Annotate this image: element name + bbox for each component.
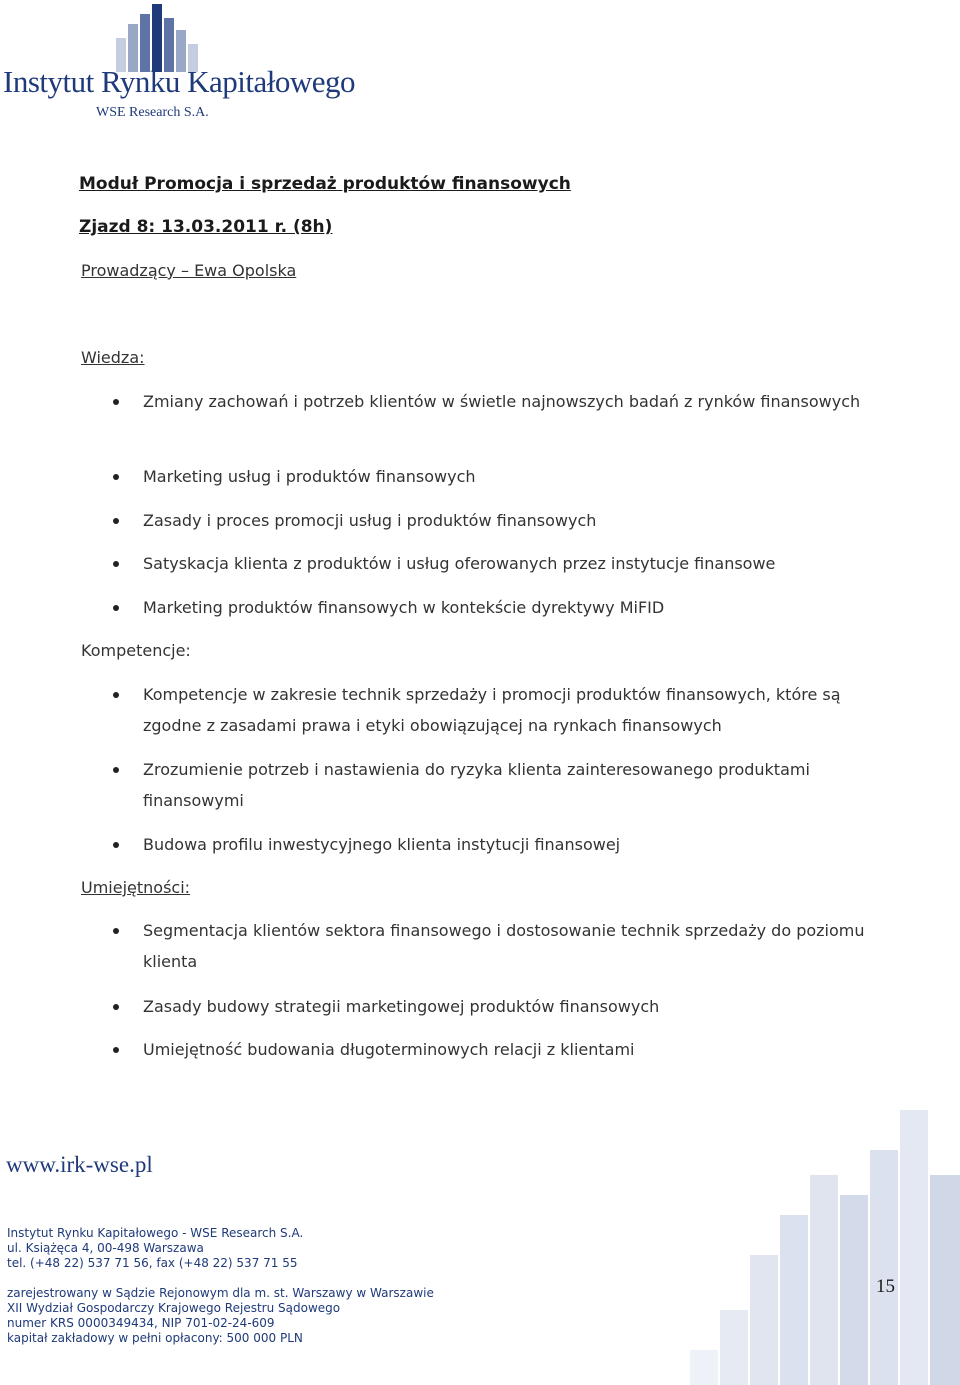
website-link[interactable]: www.irk-wse.pl [6, 1152, 153, 1177]
footer-capital: kapitał zakładowy w pełni opłacony: 500 000 PLN [7, 1331, 303, 1345]
session-info: Zjazd 8: 13.03.2011 r. (8h) [79, 217, 333, 237]
list-item [143, 505, 883, 536]
footer-phone: tel. (+48 22) 537 71 56, fax (+48 22) 537 71 55 [7, 1256, 298, 1270]
section-heading-umiejetnosci: Umiejętności: [81, 878, 191, 897]
section-heading-kompetencje: Kompetencje: [81, 641, 191, 660]
company-logo [0, 0, 356, 125]
bullet-icon [113, 842, 119, 848]
list-item [143, 592, 883, 623]
bullet-icon [113, 561, 119, 567]
logo-subtitle: WSE Research S.A. [96, 105, 209, 120]
bullet-icon [113, 399, 119, 405]
list-item [143, 991, 883, 1022]
logo-bars-graphic [0, 0, 300, 72]
list-item-text: Marketing produktów finansowych w kontekście dyrektywy MiFID [143, 598, 665, 617]
footer-registration: zarejestrowany w Sądzie Rejonowym dla m. st. Warszawy w Warszawie [7, 1286, 434, 1300]
list-item [143, 461, 883, 492]
list-item [143, 915, 883, 977]
bullet-icon [113, 928, 119, 934]
list-item [143, 1034, 883, 1065]
list-item-text: Zasady budowy strategii marketingowej produktów finansowych [143, 997, 660, 1016]
bullet-icon [113, 1004, 119, 1010]
list-item [143, 548, 883, 579]
footer-court: XII Wydział Gospodarczy Krajowego Rejestru Sądowego [7, 1301, 341, 1315]
list-item-text: Marketing usług i produktów finansowych [143, 467, 476, 486]
bullet-icon [113, 474, 119, 480]
bullet-icon [113, 518, 119, 524]
list-item-text: Kompetencje w zakresie technik sprzedaży i promocji produktów finansowych, które są zgodne z zasadami prawa i etyki obowiązującej na rynkach finansowych [143, 685, 841, 735]
module-title: Moduł Promocja i sprzedaż produktów finansowych [79, 174, 571, 194]
list-item [143, 829, 883, 860]
bullet-icon [113, 1047, 119, 1053]
footer-bars-graphic [680, 1105, 960, 1385]
bullet-icon [113, 767, 119, 773]
footer-krs-nip: numer KRS 0000349434, NIP 701-02-24-609 [7, 1316, 275, 1330]
list-item [143, 679, 883, 741]
list-item [143, 754, 883, 816]
footer-company: Instytut Rynku Kapitałowego - WSE Research S.A. [7, 1226, 304, 1240]
page-number: 15 [876, 1276, 895, 1297]
footer-address: ul. Książęca 4, 00-498 Warszawa [7, 1241, 204, 1255]
list-item-text: Zmiany zachowań i potrzeb klientów w świetle najnowszych badań z rynków finansowych [143, 392, 861, 411]
bullet-icon [113, 605, 119, 611]
list-item-text: Umiejętność budowania długoterminowych relacji z klientami [143, 1040, 635, 1059]
logo-name: Instytut Rynku Kapitałowego [3, 64, 356, 99]
section-heading-wiedza: Wiedza: [81, 348, 145, 367]
list-item-text: Budowa profilu inwestycyjnego klienta instytucji finansowej [143, 835, 621, 854]
list-item [143, 386, 883, 417]
list-item-text: Zrozumienie potrzeb i nastawienia do ryzyka klienta zainteresowanego produktami finansowymi [143, 760, 810, 810]
list-item-text: Satyskacja klienta z produktów i usług oferowanych przez instytucje finansowe [143, 554, 776, 573]
list-item-text: Segmentacja klientów sektora finansowego i dostosowanie technik sprzedaży do poziomu klienta [143, 921, 865, 971]
bullet-icon [113, 692, 119, 698]
list-item-text: Zasady i proces promocji usług i produktów finansowych [143, 511, 597, 530]
instructor: Prowadzący – Ewa Opolska [81, 261, 297, 280]
